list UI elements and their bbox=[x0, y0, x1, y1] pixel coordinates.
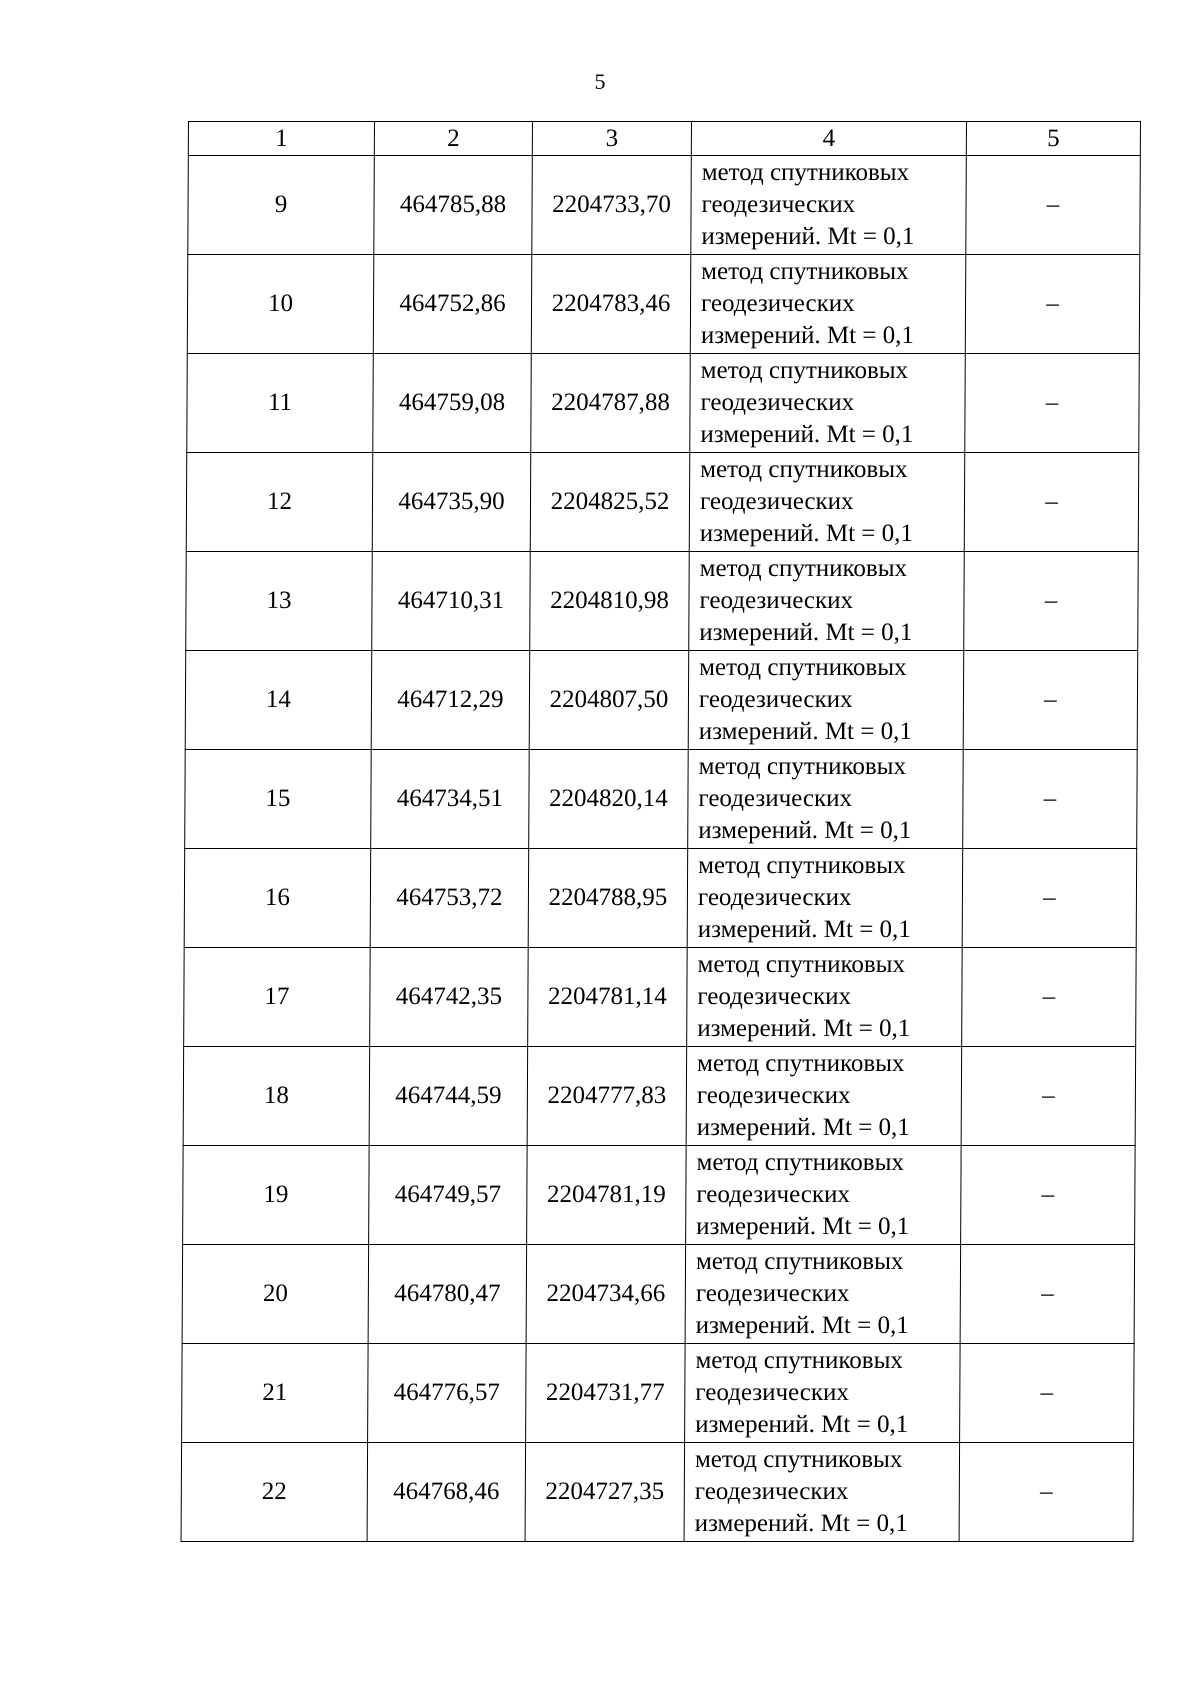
method-line: измерений. Mt = 0,1 bbox=[701, 223, 915, 250]
method-cell bbox=[690, 255, 966, 354]
y-coordinate-cell: 2204727,35 bbox=[525, 1443, 685, 1542]
x-coordinate-cell: 464785,88 bbox=[374, 156, 533, 255]
note-cell: – bbox=[962, 849, 1137, 948]
method-line: метод спутниковых bbox=[697, 951, 906, 978]
y-coordinate-cell: 2204807,50 bbox=[529, 651, 689, 750]
note-cell: – bbox=[962, 948, 1137, 1047]
note-cell: – bbox=[961, 1146, 1136, 1245]
point-number-cell: 20 bbox=[182, 1245, 369, 1344]
table-row bbox=[187, 255, 1140, 354]
y-coordinate-cell: 2204820,14 bbox=[529, 750, 689, 849]
table-row bbox=[182, 1344, 1135, 1443]
x-coordinate-cell: 464776,57 bbox=[368, 1344, 527, 1443]
method-line: геодезических bbox=[697, 983, 852, 1010]
x-coordinate-cell: 464749,57 bbox=[369, 1146, 528, 1245]
method-cell bbox=[685, 1245, 961, 1344]
point-number-cell: 22 bbox=[181, 1443, 368, 1542]
x-coordinate-cell: 464734,51 bbox=[371, 750, 530, 849]
x-coordinate-cell: 464742,35 bbox=[370, 948, 529, 1047]
table-row bbox=[185, 750, 1138, 849]
y-coordinate-cell: 2204733,70 bbox=[532, 156, 692, 255]
table-body bbox=[181, 122, 1140, 1542]
y-coordinate-cell: 2204781,14 bbox=[528, 948, 688, 1047]
x-coordinate-cell: 464780,47 bbox=[368, 1245, 527, 1344]
method-line: измерений. Mt = 0,1 bbox=[699, 520, 913, 547]
point-number-cell: 19 bbox=[183, 1146, 370, 1245]
column-header: 5 bbox=[966, 122, 1140, 156]
method-line: геодезических bbox=[697, 884, 852, 911]
point-number-cell: 13 bbox=[186, 552, 373, 651]
point-number-cell: 12 bbox=[186, 453, 373, 552]
y-coordinate-cell: 2204810,98 bbox=[530, 552, 690, 651]
method-line: измерений. Mt = 0,1 bbox=[694, 1510, 908, 1537]
point-number-cell: 10 bbox=[187, 255, 374, 354]
method-line: геодезических bbox=[699, 587, 854, 614]
method-line: измерений. Mt = 0,1 bbox=[698, 718, 912, 745]
method-line: измерений. Mt = 0,1 bbox=[700, 322, 915, 349]
note-cell: – bbox=[961, 1047, 1136, 1146]
method-cell bbox=[689, 453, 965, 552]
y-coordinate-cell: 2204731,77 bbox=[526, 1344, 686, 1443]
method-line: измерений. Mt = 0,1 bbox=[697, 916, 911, 943]
note-cell: – bbox=[963, 750, 1138, 849]
point-number-cell: 11 bbox=[187, 354, 374, 453]
point-number-cell: 17 bbox=[184, 948, 371, 1047]
method-cell bbox=[688, 750, 964, 849]
method-line: метод спутниковых bbox=[700, 456, 908, 483]
y-coordinate-cell: 2204825,52 bbox=[530, 453, 690, 552]
table-row bbox=[182, 1245, 1135, 1344]
method-line: метод спутниковых bbox=[698, 852, 906, 879]
method-line: измерений. Mt = 0,1 bbox=[696, 1213, 910, 1240]
table-row bbox=[186, 552, 1139, 651]
table-row bbox=[184, 849, 1137, 948]
method-line: измерений. Mt = 0,1 bbox=[700, 421, 914, 448]
method-line: геодезических bbox=[696, 1082, 851, 1109]
note-cell: – bbox=[965, 354, 1140, 453]
column-header: 1 bbox=[188, 122, 374, 156]
note-cell: – bbox=[960, 1245, 1135, 1344]
method-line: геодезических bbox=[695, 1379, 850, 1406]
note-cell: – bbox=[963, 651, 1138, 750]
method-line: геодезических bbox=[694, 1478, 849, 1505]
method-line: метод спутниковых bbox=[698, 753, 907, 780]
y-coordinate-cell: 2204788,95 bbox=[528, 849, 688, 948]
point-number-cell: 14 bbox=[185, 651, 372, 750]
table-row bbox=[181, 1443, 1134, 1542]
table-row bbox=[185, 651, 1138, 750]
method-line: геодезических bbox=[698, 686, 853, 713]
method-line: измерений. Mt = 0,1 bbox=[697, 1015, 911, 1042]
y-coordinate-cell: 2204777,83 bbox=[527, 1047, 687, 1146]
method-line: метод спутниковых bbox=[694, 1446, 903, 1473]
x-coordinate-cell: 464710,31 bbox=[372, 552, 531, 651]
table-row bbox=[186, 453, 1139, 552]
method-line: метод спутниковых bbox=[700, 357, 909, 384]
x-coordinate-cell: 464759,08 bbox=[373, 354, 532, 453]
table-row bbox=[187, 354, 1140, 453]
note-cell: – bbox=[960, 1344, 1135, 1443]
method-cell bbox=[684, 1443, 960, 1542]
x-coordinate-cell: 464752,86 bbox=[373, 255, 532, 354]
point-number-cell: 15 bbox=[185, 750, 372, 849]
note-cell: – bbox=[965, 255, 1140, 354]
method-line: метод спутниковых bbox=[699, 654, 907, 681]
method-line: метод спутниковых bbox=[699, 555, 908, 582]
x-coordinate-cell: 464753,72 bbox=[370, 849, 529, 948]
method-line: метод спутниковых bbox=[701, 258, 909, 285]
method-cell bbox=[687, 849, 963, 948]
method-cell bbox=[688, 651, 964, 750]
note-cell: – bbox=[964, 453, 1139, 552]
column-header: 2 bbox=[374, 122, 532, 156]
note-cell: – bbox=[959, 1443, 1134, 1542]
method-line: метод спутниковых bbox=[696, 1050, 905, 1077]
y-coordinate-cell: 2204783,46 bbox=[531, 255, 691, 354]
method-line: геодезических bbox=[700, 389, 855, 416]
method-line: геодезических bbox=[698, 785, 853, 812]
table-row bbox=[184, 948, 1137, 1047]
table-header-row bbox=[188, 122, 1140, 156]
method-line: измерений. Mt = 0,1 bbox=[696, 1114, 910, 1141]
x-coordinate-cell: 464744,59 bbox=[369, 1047, 528, 1146]
point-number-cell: 9 bbox=[188, 156, 375, 255]
table-row bbox=[183, 1047, 1136, 1146]
method-line: геодезических bbox=[695, 1280, 850, 1307]
point-number-cell: 18 bbox=[183, 1047, 370, 1146]
coordinates-table bbox=[181, 121, 1141, 1542]
x-coordinate-cell: 464712,29 bbox=[371, 651, 530, 750]
method-line: измерений. Mt = 0,1 bbox=[699, 619, 913, 646]
page-number: 5 bbox=[594, 69, 606, 94]
method-line: геодезических bbox=[696, 1181, 851, 1208]
method-line: измерений. Mt = 0,1 bbox=[698, 817, 912, 844]
note-cell: – bbox=[964, 552, 1139, 651]
table-row bbox=[183, 1146, 1136, 1245]
method-line: метод спутниковых bbox=[695, 1347, 903, 1374]
method-cell bbox=[690, 354, 966, 453]
method-line: измерений. Mt = 0,1 bbox=[695, 1312, 909, 1339]
method-cell bbox=[689, 552, 965, 651]
y-coordinate-cell: 2204734,66 bbox=[526, 1245, 686, 1344]
column-header: 3 bbox=[532, 122, 691, 156]
method-cell bbox=[686, 1047, 962, 1146]
method-line: измерений. Mt = 0,1 bbox=[695, 1411, 909, 1438]
x-coordinate-cell: 464735,90 bbox=[372, 453, 531, 552]
y-coordinate-cell: 2204781,19 bbox=[527, 1146, 687, 1245]
point-number-cell: 21 bbox=[182, 1344, 369, 1443]
note-cell: – bbox=[966, 156, 1141, 255]
table-row bbox=[188, 156, 1141, 255]
method-line: геодезических bbox=[701, 191, 856, 218]
method-line: метод спутниковых bbox=[695, 1248, 904, 1275]
method-cell bbox=[687, 948, 963, 1047]
y-coordinate-cell: 2204787,88 bbox=[531, 354, 691, 453]
column-header: 4 bbox=[691, 122, 966, 156]
method-line: метод спутниковых bbox=[701, 159, 910, 186]
method-cell bbox=[686, 1146, 962, 1245]
point-number-cell: 16 bbox=[184, 849, 371, 948]
x-coordinate-cell: 464768,46 bbox=[367, 1443, 526, 1542]
method-line: метод спутниковых bbox=[696, 1149, 905, 1176]
method-cell bbox=[691, 156, 967, 255]
method-line: геодезических bbox=[700, 290, 855, 317]
method-line: геодезических bbox=[699, 488, 854, 515]
method-cell bbox=[685, 1344, 961, 1443]
